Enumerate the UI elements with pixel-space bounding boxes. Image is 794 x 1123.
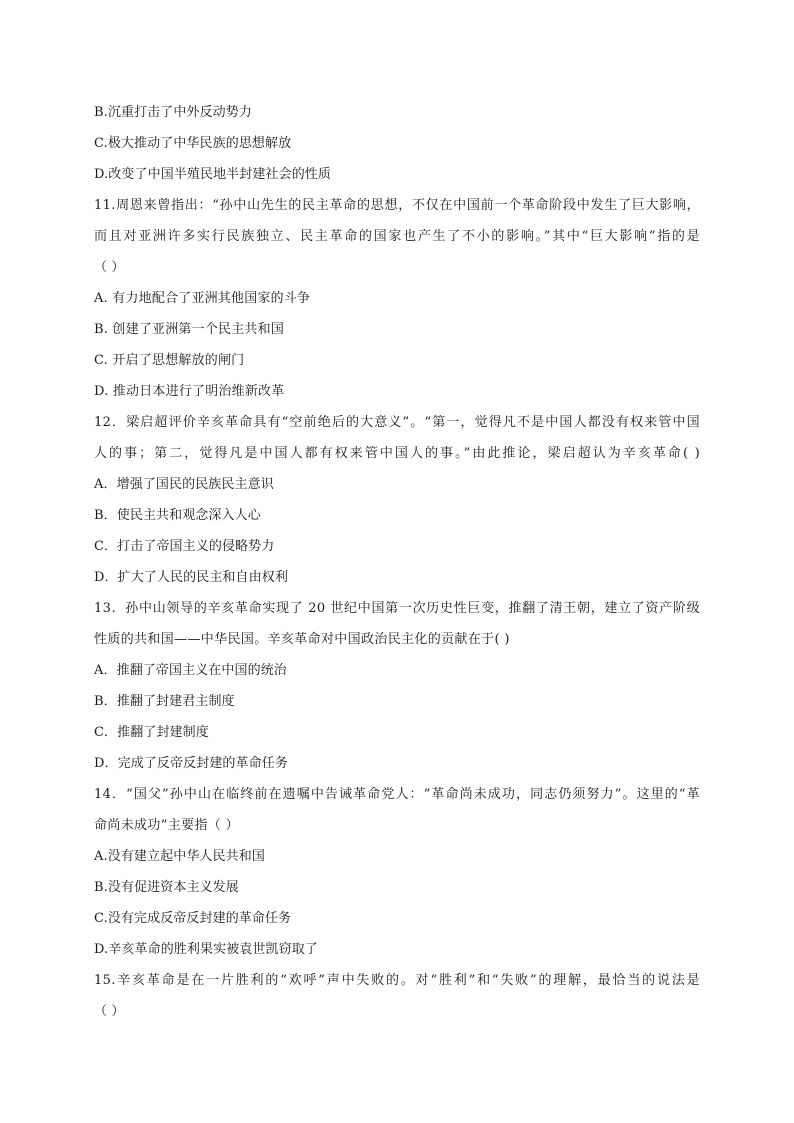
q13-stem-line-1: 13．孙中山领导的辛亥革命实现了 20 世纪中国第一次历史性巨变，推翻了清王朝，建立了资产阶级 bbox=[94, 601, 700, 616]
exam-page bbox=[94, 97, 700, 1027]
q11-stem-line-1: 11.周恩来曾指出：“孙中山先生的民主革命的思想，不仅在中国前一个革命阶段中发生了巨大影响， bbox=[94, 198, 700, 213]
q13-option-a: A．推翻了帝国主义在中国的统治 bbox=[94, 663, 287, 678]
q13-option-c: C．推翻了封建制度 bbox=[94, 725, 209, 740]
q12-stem-line-2: 人的事；第二，觉得凡是中国人都有权来管中国人的事。”由此推论，梁启超认为辛亥革命( ) bbox=[94, 446, 700, 461]
q11-answer-blank: （ ） bbox=[94, 260, 125, 275]
q13-option-d: D．完成了反帝反封建的革命任务 bbox=[94, 756, 288, 771]
q14-option-c: C.没有完成反帝反封建的革命任务 bbox=[94, 911, 292, 926]
q13-option-b: B．推翻了封建君主制度 bbox=[94, 694, 235, 709]
q13-stem-line-2: 性质的共和国——中华民国。辛亥革命对中国政治民主化的贡献在于( ) bbox=[94, 632, 510, 647]
q11-option-d: D. 推动日本进行了明治维新改革 bbox=[94, 384, 285, 399]
q12-option-c: C．打击了帝国主义的侵略势力 bbox=[94, 539, 275, 554]
q14-stem-line-2: 命尚未成功”主要指（ ） bbox=[94, 818, 239, 833]
q10-option-c: C.极大推动了中华民族的思想解放 bbox=[94, 136, 292, 151]
q12-option-a: A．增强了国民的民族民主意识 bbox=[94, 477, 274, 492]
q14-option-b: B.没有促进资本主义发展 bbox=[94, 880, 239, 895]
q14-option-d: D.辛亥革命的胜利果实被袁世凯窃取了 bbox=[94, 942, 318, 957]
q11-option-a: A. 有力地配合了亚洲其他国家的斗争 bbox=[94, 291, 311, 306]
q11-stem-line-2: 而且对亚洲许多实行民族独立、民主革命的国家也产生了不小的影响。”其中“巨大影响”指的是 bbox=[94, 229, 700, 244]
q11-option-b: B. 创建了亚洲第一个民主共和国 bbox=[94, 322, 285, 337]
q14-stem-line-1: 14．“国父”孙中山在临终前在遗嘱中告诫革命党人：“革命尚未成功，同志仍须努力”。这里的“革 bbox=[94, 787, 700, 802]
q12-option-d: D．扩大了人民的民主和自由权利 bbox=[94, 570, 288, 585]
q10-option-d: D.改变了中国半殖民地半封建社会的性质 bbox=[94, 167, 331, 182]
q10-option-b: B.沉重打击了中外反动势力 bbox=[94, 105, 252, 120]
q12-stem-line-1: 12．梁启超评价辛亥革命具有“空前绝后的大意义”。“第一，觉得凡不是中国人都没有权来管中国 bbox=[94, 415, 700, 430]
q12-option-b: B．使民主共和观念深入人心 bbox=[94, 508, 261, 523]
q15-stem-line-1: 15.辛亥革命是在一片胜利的“欢呼”声中失败的。对“胜利”和“失败”的理解，最恰当的说法是 bbox=[94, 973, 700, 988]
q14-option-a: A.没有建立起中华人民共和国 bbox=[94, 849, 265, 864]
q15-answer-blank: （ ） bbox=[94, 1004, 125, 1019]
q11-option-c: C. 开启了思想解放的闸门 bbox=[94, 353, 245, 368]
